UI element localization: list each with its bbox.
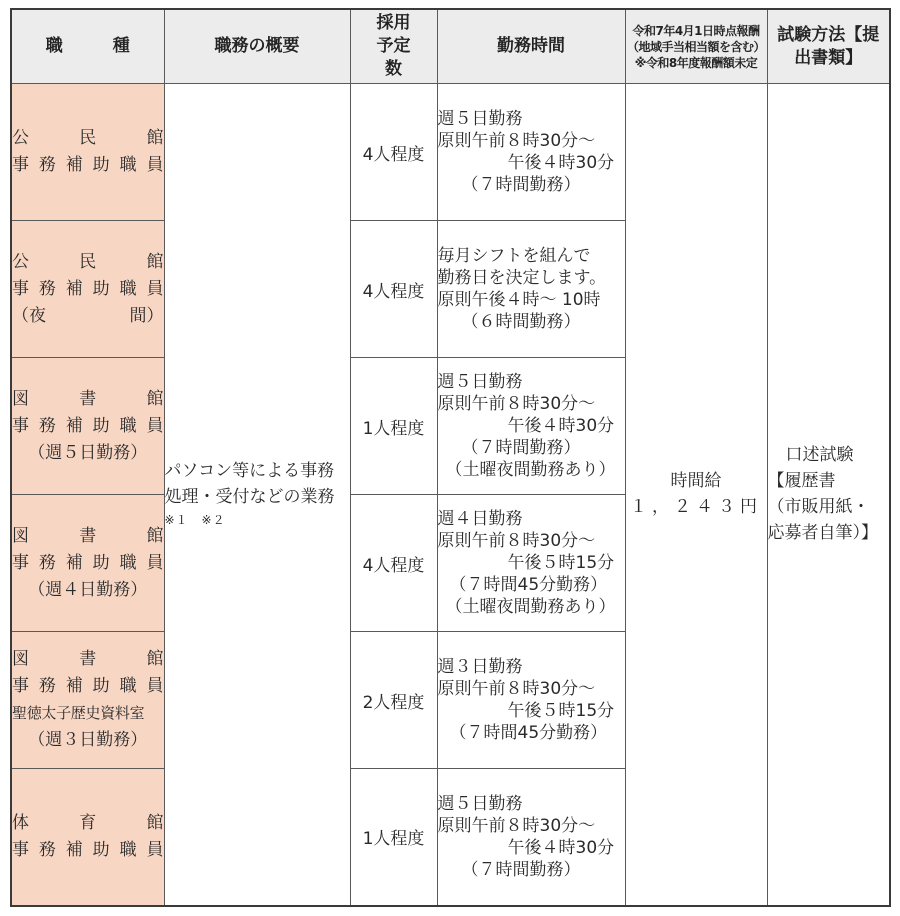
header-job-type: 職 種 <box>11 9 164 84</box>
header-job-summary: 職務の概要 <box>164 9 350 84</box>
header-planned-count: 採用予定数 <box>350 9 437 84</box>
planned-count: 4人程度 <box>350 221 437 358</box>
job-type-cell: 体 育 館 事 務 補 助 職 員 <box>11 769 164 906</box>
exam-docs-line2: （市販用紙・ <box>767 497 870 518</box>
pay-label: 時間給 <box>670 471 722 492</box>
pay-amount: １，２４３円 <box>630 497 762 518</box>
job-name: 公 民 館 <box>12 128 164 148</box>
job-summary-text: パソコン等による事務処理・受付などの業務 <box>164 461 335 508</box>
job-type-cell: 図 書 館 事 務 補 助 職 員 聖徳太子歴史資料室 （週３日勤務） <box>11 632 164 769</box>
exam-docs-line3: 応募者自筆）】 <box>767 523 878 544</box>
work-hours-cell: 週３日勤務 原則午前８時30分～ 午後５時15分 （７時間45分勤務） <box>437 632 625 769</box>
planned-count: 4人程度 <box>350 84 437 221</box>
header-exam-method: 試験方法【提出書類】 <box>767 9 890 84</box>
job-summary-cell <box>164 84 350 906</box>
planned-count: 4人程度 <box>350 495 437 632</box>
table-row <box>11 84 890 221</box>
table-header-row <box>11 9 890 84</box>
exam-method: 口述試験 <box>785 445 854 466</box>
job-type-cell: 図 書 館 事 務 補 助 職 員 （週４日勤務） <box>11 495 164 632</box>
exam-method-cell <box>767 84 890 906</box>
header-pay: 令和7年4月1日時点報酬（地域手当相当額を含む）※令和8年度報酬額未定 <box>625 9 767 84</box>
exam-docs-line1: 【履歴書 <box>767 471 836 492</box>
job-summary-notes: ※１ ※２ <box>164 513 226 528</box>
job-type-cell: 公 民 館 事 務 補 助 職 員 （夜 間） <box>11 221 164 358</box>
recruitment-table <box>10 8 891 907</box>
work-hours-cell: 週５日勤務 原則午前８時30分～ 午後４時30分 （７時間勤務） <box>437 769 625 906</box>
pay-cell <box>625 84 767 906</box>
planned-count: 2人程度 <box>350 632 437 769</box>
header-work-hours: 勤務時間 <box>437 9 625 84</box>
work-hours-cell: 週５日勤務 原則午前８時30分～ 午後４時30分 （７時間勤務） （土曜夜間勤務あり） <box>437 358 625 495</box>
planned-count: 1人程度 <box>350 358 437 495</box>
work-hours-cell: 毎月シフトを組んで 勤務日を決定します。 原則午後４時～ 10時 （６時間勤務） <box>437 221 625 358</box>
work-hours-cell: 週４日勤務 原則午前８時30分～ 午後５時15分 （７時間45分勤務） （土曜夜間勤務あり） <box>437 495 625 632</box>
job-type-cell: 公 民 館 事 務 補 助 職 員 <box>11 84 164 221</box>
planned-count: 1人程度 <box>350 769 437 906</box>
work-hours-cell: 週５日勤務 原則午前８時30分～ 午後４時30分 （７時間勤務） <box>437 84 625 221</box>
job-type-cell: 図 書 館 事 務 補 助 職 員 （週５日勤務） <box>11 358 164 495</box>
